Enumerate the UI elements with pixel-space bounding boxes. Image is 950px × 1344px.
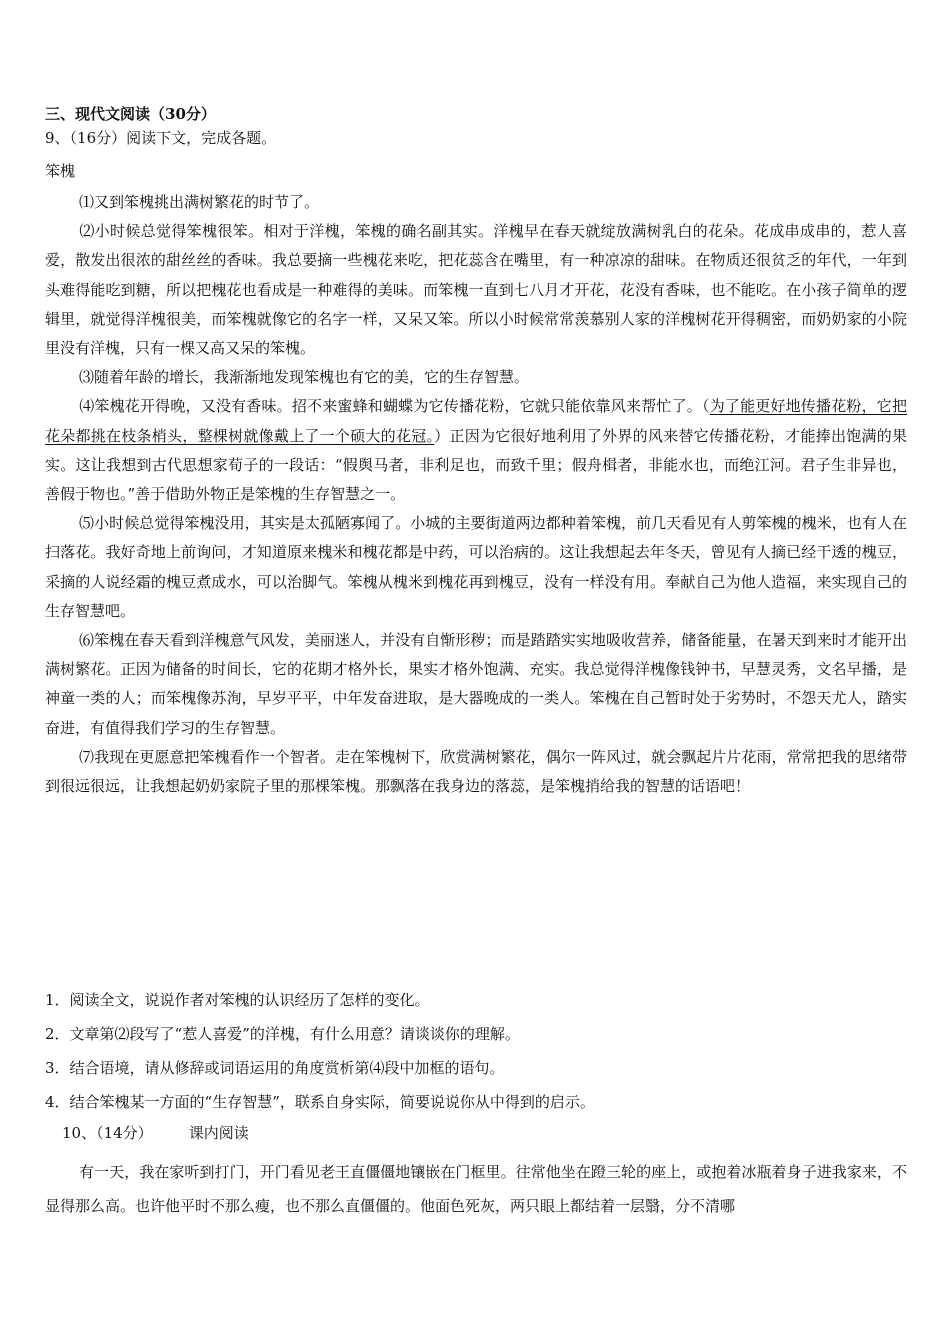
article-body	[45, 188, 907, 801]
paragraph-6: ⑹笨槐在春天看到洋槐意气风发，美丽迷人，并没有自惭形秽；而是踏踏实实地吸收营养，储备能量，在暑天到来时才能开出满树繁花。正因为储备的时间长，它的花期才格外长，果实才格外饱满、充实。我总觉得洋槐像钱钟书，早慧灵秀，文名早播，是神童一类的人；而笨槐像苏洵，早岁平平，中年发奋进取，是大器晚成的一类人。笨槐在自己暂时处于劣势时，不怨天尤人，踏实奋进，有值得我们学习的生存智慧。	[45, 631, 907, 737]
section-title: 三、现代文阅读（30分）	[45, 105, 216, 123]
question-item: 2．文章第⑵段写了“惹人喜爱”的洋槐，有什么用意？请谈谈你的理解。	[45, 1025, 520, 1043]
paragraph-7: ⑺我现在更愿意把笨槐看作一个智者。走在笨槐树下，欣赏满树繁花，偶尔一阵风过，就会飘起片片花雨，常常把我的思绪带到很远很远，让我想起奶奶家院子里的那棵笨槐。那飘落在我身边的落蕊，是笨槐捎给我的智慧的话语吧！	[45, 747, 907, 796]
underlined-sentence: 为了能更好地传播花粉，它把花朵都挑在枝条梢头，整棵树就像戴上了一个硕大的花冠。	[45, 397, 907, 445]
question-10-label: 课内阅读	[188, 1124, 249, 1142]
question-10-heading: 10、（14分） 课内阅读	[62, 1124, 249, 1142]
article-title: 笨槐	[45, 162, 76, 180]
paragraph-1: ⑴又到笨槐挑出满树繁花的时节了。	[79, 193, 320, 211]
question-item: 3．结合语境，请从修辞或词语运用的角度赏析第⑷段中加框的语句。	[45, 1059, 505, 1077]
paragraph-4: ⑷笨槐花开得晚，又没有香味。招不来蜜蜂和蝴蝶为它传播花粉，它就只能依靠风来帮忙了。（为了能更好地传播花粉，它把花朵都挑在枝条梢头，整棵树就像戴上了一个硕大的花冠。）正因为它很好地利用了外界的风来替它传播花粉，才能捧出饱满的果实。这让我想到古代思想家荀子的一段话：“假舆马者，非利足也，而致千里；假舟楫者，非能水也，而绝江河。君子生非异也，善假于物也。”善于借助外物正是笨槐的生存智慧之一。	[45, 397, 907, 504]
question-list	[45, 983, 907, 1119]
paragraph-2: ⑵小时候总觉得笨槐很笨。相对于洋槐，笨槐的确名副其实。洋槐早在春天就绽放满树乳白的花朵。花成串成串的，惹人喜爱，散发出很浓的甜丝丝的香味。我总要摘一些槐花来吃，把花蕊含在嘴里，有一种凉凉的甜味。在物质还很贫乏的年代，一年到头难得能吃到糖，所以把槐花也看成是一种难得的美味。而笨槐一直到七八月才开花，花没有香味，也不能吃。在小孩子简单的逻辑里，就觉得洋槐很美，而笨槐就像它的名字一样，又呆又笨。所以小时候常常羡慕别人家的洋槐树花开得稠密，而奶奶家的小院里没有洋槐，只有一棵又高又呆的笨槐。	[45, 222, 907, 358]
question-9-heading: 9、（16分）阅读下文，完成各题。	[45, 129, 277, 147]
question-10-passage: 有一天，我在家听到打门，开门看见老王直僵僵地镶嵌在门框里。往常他坐在蹬三轮的座上，或抱着冰瓶着身子进我家来，不显得那么高。也许他平时不那么瘦，也不那么直僵僵的。他面色死灰，两只眼上都结着一层翳，分不清哪	[45, 1163, 907, 1215]
question-item: 1．阅读全文，说说作者对笨槐的认识经历了怎样的变化。	[45, 991, 430, 1009]
paragraph-3: ⑶随着年龄的增长，我渐渐地发现笨槐也有它的美，它的生存智慧。	[79, 368, 530, 387]
question-item: 4．结合笨槐某一方面的“生存智慧”，联系自身实际，简要说说你从中得到的启示。	[45, 1093, 595, 1111]
paragraph-5: ⑸小时候总觉得笨槐没用，其实是太孤陋寡闻了。小城的主要街道两边都种着笨槐，前几天看见有人剪笨槐的槐米，也有人在扫落花。我好奇地上前询问，才知道原来槐米和槐花都是中药，可以治病的。这让我想起去年冬天，曾见有人摘已经干透的槐豆，采摘的人说经霜的槐豆煮成水，可以治脚气。笨槐从槐米到槐花再到槐豆，没有一样没有用。奉献自己为他人造福，来实现自己的生存智慧吧。	[45, 514, 907, 620]
